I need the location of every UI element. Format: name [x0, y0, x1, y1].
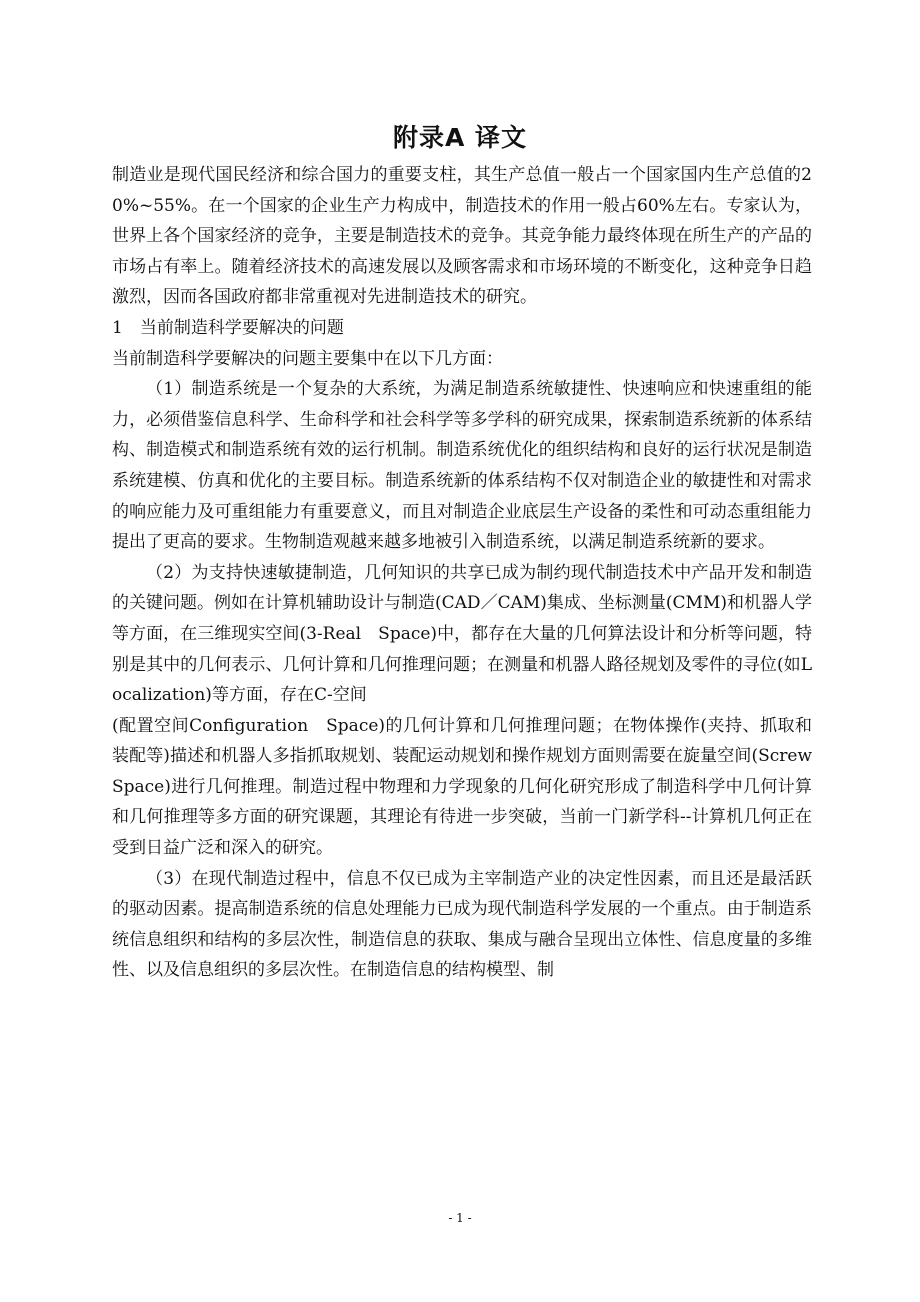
list-item-2-continued: (配置空间Configuration Space)的几何计算和几何推理问题；在物体操作(夹持、抓取和装配等)描述和机器人多指抓取规划、装配运动规划和操作规划方面则需要在旋量空间(Screw Space)进行几何推理。制造过程中物理和力学现象的几何化研究形成了制造科学中几何计算和几何推理等多方面的研究课题，其理论有待进一步突破，当前一门新学科--计算机几何正在受到日益广泛和深入的研究。 — [112, 715, 829, 859]
list-item-1: （1）制造系统是一个复杂的大系统，为满足制造系统敏捷性、快速响应和快速重组的能力，必须借鉴信息科学、生命科学和社会科学等多学科的研究成果，探索制造系统新的体系结构、制造模式和制造系统有效的运行机制。制造系统优化的组织结构和良好的运行状况是制造系统建模、仿真和优化的主要目标。制造系统新的体系结构不仅对制造企业的敏捷性和对需求的响应能力及可重组能力有重要意义，而且对制造企业底层生产设备的柔性和可动态重组能力提出了更高的要求。生物制造观越来越多地被引入制造系统，以满足制造系统新的要求。 — [112, 379, 812, 553]
list-item-3: （3）在现代制造过程中，信息不仅已成为主宰制造产业的决定性因素，而且还是最活跃的驱动因素。提高制造系统的信息处理能力已成为现代制造科学发展的一个重点。由于制造系统信息组织和结构的多层次性，制造信息的获取、集成与融合呈现出立体性、信息度量的多维性、以及信息组织的多层次性。在制造信息的结构模型、制 — [112, 868, 812, 981]
document-body — [112, 160, 829, 986]
section-heading: 1 当前制造科学要解决的问题 — [112, 317, 344, 338]
page-title: 附录A 译文 — [392, 123, 528, 152]
intro-paragraph: 制造业是现代国民经济和综合国力的重要支柱，其生产总值一般占一个国家国内生产总值的20%~55%。在一个国家的企业生产力构成中，制造技术的作用一般占60%左右。专家认为，世界上各个国家经济的竞争，主要是制造技术的竞争。其竞争能力最终体现在所生产的产品的市场占有率上。随着经济技术的高速发展以及顾客需求和市场环境的不断变化，这种竞争日趋激烈，因而各国政府都非常重视对先进制造技术的研究。 — [112, 165, 812, 308]
section-intro-paragraph: 当前制造科学要解决的问题主要集中在以下几方面： — [112, 348, 503, 369]
page-number: - 1 - — [448, 1211, 472, 1225]
list-item-2: （2）为支持快速敏捷制造，几何知识的共享已成为制约现代制造技术中产品开发和制造的关键问题。例如在计算机辅助设计与制造(CAD／CAM)集成、坐标测量(CMM)和机器人学等方面，在三维现实空间(3-Real Space)中，都存在大量的几何算法设计和分析等问题，特别是其中的几何表示、几何计算和几何推理问题；在测量和机器人路径规划及零件的寻位(如Localization)等方面，存在C-空间 — [112, 562, 812, 706]
